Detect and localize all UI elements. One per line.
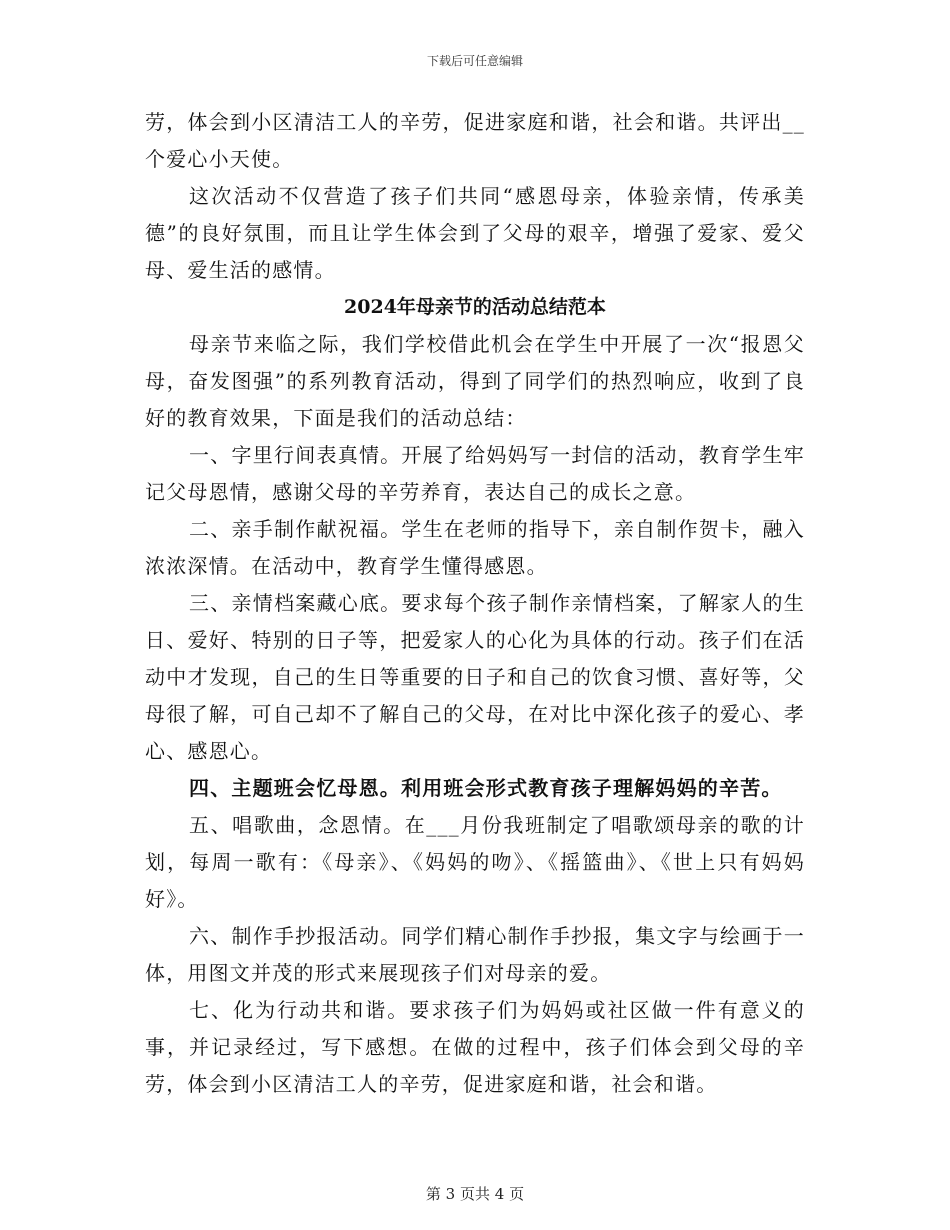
section-title: 2024年母亲节的活动总结范本 [344, 296, 606, 318]
page-footer: 第 3 页共 4 页 [425, 1185, 525, 1203]
paragraph-item-4: 四、主题班会忆母恩。利用班会形式教育孩子理解妈妈的辛苦。 [189, 776, 783, 800]
paragraph-item-3: 三、亲情档案藏心底。要求每个孩子制作亲情档案，了解家人的生日、爱好、特别的日子等，把爱家人的心化为具体的行动。孩子们在活动中才发现，自己的生日等重要的日子和自己的饮食习惯、喜好等，父母很了解，可自己却不了解自己的父母，在对比中深化孩子的爱心、孝心、感恩心。 [145, 591, 805, 763]
paragraph-item-2: 二、亲手制作献祝福。学生在老师的指导下，亲自制作贺卡，融入浓浓深情。在活动中，教育学生懂得感恩。 [145, 517, 805, 578]
paragraph-item-6: 六、制作手抄报活动。同学们精心制作手抄报，集文字与绘画于一体，用图文并茂的形式来展现孩子们对母亲的爱。 [145, 924, 805, 985]
paragraph-item-1: 一、字里行间表真情。开展了给妈妈写一封信的活动，教育学生牢记父母恩情，感谢父母的辛劳养育，表达自己的成长之意。 [145, 443, 805, 504]
paragraph-summary: 这次活动不仅营造了孩子们共同“感恩母亲，体验亲情，传承美德”的良好氛围，而且让学生体会到了父母的艰辛，增强了爱家、爱父母、爱生活的感情。 [145, 184, 805, 282]
paragraph-intro: 母亲节来临之际，我们学校借此机会在学生中开展了一次“报恩父母，奋发图强”的系列教育活动，得到了同学们的热烈响应，收到了良好的教育效果，下面是我们的活动总结： [145, 332, 805, 430]
page-header: 下载后可任意编辑 [426, 54, 523, 68]
document-body [145, 104, 805, 1103]
paragraph-continued: 劳，体会到小区清洁工人的辛劳，促进家庭和谐，社会和谐。共评出__个爱心小天使。 [145, 110, 805, 171]
paragraph-item-7: 七、化为行动共和谐。要求孩子们为妈妈或社区做一件有意义的事，并记录经过，写下感想。在做的过程中，孩子们体会到父母的辛劳，体会到小区清洁工人的辛劳，促进家庭和谐，社会和谐。 [145, 998, 805, 1096]
paragraph-item-5: 五、唱歌曲，念恩情。在___月份我班制定了唱歌颂母亲的歌的计划，每周一歌有：《母亲》、《妈妈的吻》、《摇篮曲》、《世上只有妈妈好》。 [145, 813, 805, 911]
